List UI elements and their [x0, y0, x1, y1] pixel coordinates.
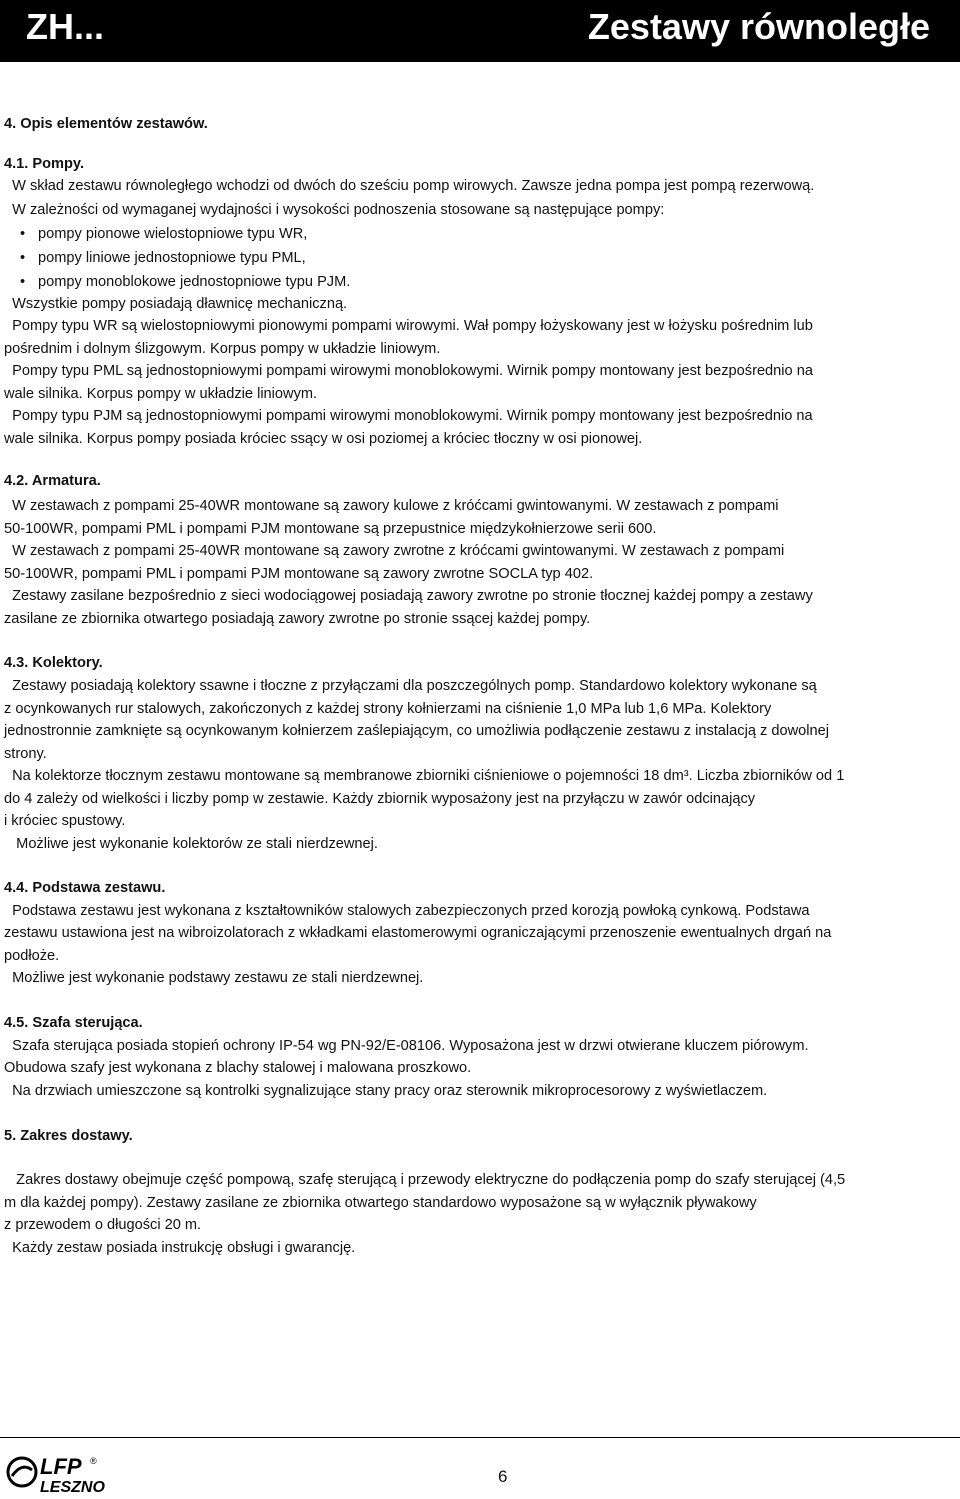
paragraph-line [4, 318, 813, 334]
paragraph-line [4, 408, 813, 424]
line-text: jednostronnie zamknięte są ocynkowanym kołnierzem zaślepiającym, co umożliwia podłączenie zestawu z instalacją z dowolnej [4, 723, 829, 739]
bullet-item [20, 250, 306, 266]
paragraph-line [4, 970, 423, 986]
paragraph-line [4, 1240, 355, 1256]
section-heading [4, 1015, 143, 1031]
line-text: z ocynkowanych rur stalowych, zakończonych z każdej strony kołnierzami na ciśnienie 1,0 MPa lub 1,6 MPa. Kolektory [4, 701, 772, 717]
bullet-item [20, 226, 307, 242]
paragraph-line [4, 903, 810, 919]
lfp-leszno-logo [6, 1452, 136, 1494]
line-text: Szafa sterująca posiada stopień ochrony IP-54 wg PN-92/E-08106. Wyposażona jest w drzwi otwierane kluczem piórowym. [4, 1038, 809, 1054]
bullet-icon: • [20, 250, 26, 266]
paragraph-line [4, 543, 784, 559]
header-code: ZH... [26, 6, 104, 47]
paragraph-line [4, 723, 829, 739]
paragraph-line [4, 566, 593, 582]
line-text: zestawu ustawiona jest na wibroizolatorach z wkładkami elastomerowymi ograniczającymi przenoszenie ewentualnych drgań na [4, 925, 832, 941]
svg-text:®: ® [90, 1456, 97, 1466]
bullet-item [20, 274, 350, 290]
line-text: 4.3. Kolektory. [4, 655, 103, 671]
paragraph-line [4, 836, 378, 852]
paragraph-line [4, 178, 814, 194]
line-text: Pompy typu PML są jednostopniowymi pompami wirowymi monoblokowymi. Wirnik pompy montowany jest bezpośrednio na [4, 363, 813, 379]
line-text: Zakres dostawy obejmuje część pompową, szafę sterującą i przewody elektryczne do podłączenia pomp do szafy sterującej (4,5 [4, 1172, 846, 1188]
line-text: W zależności od wymaganej wydajności i wysokości podnoszenia stosowane są następujące pompy: [4, 202, 665, 218]
paragraph-line [4, 791, 755, 807]
header-title: Zestawy równoległe [587, 6, 930, 47]
line-text: Na drzwiach umieszczone są kontrolki sygnalizujące stany pracy oraz sterownik mikroprocesorowy z wyświetlaczem. [4, 1083, 768, 1099]
bullet-icon: • [20, 274, 26, 290]
line-text: wale silnika. Korpus pompy w układzie liniowym. [4, 386, 318, 402]
bullet-icon: • [20, 226, 26, 242]
line-text: 4.1. Pompy. [4, 156, 85, 172]
line-text: Obudowa szafy jest wykonana z blachy stalowej i malowana proszkowo. [4, 1060, 472, 1076]
line-text: wale silnika. Korpus pompy posiada króciec ssący w osi poziomej a króciec tłoczny w osi pionowej. [4, 431, 643, 447]
line-text: Pompy typu PJM są jednostopniowymi pompami wirowymi monoblokowymi. Wirnik pompy montowany jest bezpośrednio na [4, 408, 813, 424]
line-text: 4. Opis elementów zestawów. [4, 116, 208, 132]
line-text: Zestawy posiadają kolektory ssawne i tłoczne z przyłączami dla poszczególnych pomp. Standardowo kolektory wykonane są [4, 678, 817, 694]
line-text: strony. [4, 746, 47, 762]
line-text: Zestawy zasilane bezpośrednio z sieci wodociągowej posiadają zawory zwrotne po stronie tłocznej każdej pompy a zestawy [4, 588, 813, 604]
paragraph-line [4, 386, 317, 402]
line-text: pośrednim i dolnym ślizgowym. Korpus pompy w układzie liniowym. [4, 341, 441, 357]
paragraph-line [4, 1195, 757, 1211]
paragraph-line [4, 1038, 809, 1054]
line-text: 50-100WR, pompami PML i pompami PJM montowane są przepustnice międzykołnierzowe serii 600. [4, 521, 657, 537]
paragraph-line [4, 363, 813, 379]
page-header [0, 0, 960, 62]
line-text: z przewodem o długości 20 m. [4, 1217, 202, 1233]
line-text: Każdy zestaw posiada instrukcję obsługi i gwarancję. [4, 1240, 356, 1256]
paragraph-line [4, 521, 656, 537]
line-text: 4.5. Szafa sterująca. [4, 1015, 143, 1031]
line-text: 5. Zakres dostawy. [4, 1128, 133, 1144]
line-text: Możliwe jest wykonanie kolektorów ze stali nierdzewnej. [4, 836, 378, 852]
paragraph-line [4, 948, 59, 964]
paragraph-line [4, 701, 771, 717]
line-text: i króciec spustowy. [4, 813, 126, 829]
line-text: W zestawach z pompami 25-40WR montowane są zawory zwrotne z króćcami gwintowanymi. W zestawach z pompami [4, 543, 785, 559]
paragraph-line [4, 746, 47, 762]
section-heading [4, 655, 103, 671]
logo-mark-text: LFP [40, 1454, 82, 1479]
paragraph-line [4, 925, 831, 941]
paragraph-line [4, 431, 642, 447]
line-text: Na kolektorze tłocznym zestawu montowane są membranowe zbiorniki ciśnieniowe o pojemności 18 dm³. Liczba zbiorników od 1 [4, 768, 845, 784]
paragraph-line [4, 588, 813, 604]
footer-divider [0, 1437, 960, 1438]
line-text: do 4 zależy od wielkości i liczby pomp w zestawie. Każdy zbiornik wyposażony jest na przyłączu w zawór odcinający [4, 791, 756, 807]
line-text: Możliwe jest wykonanie podstawy zestawu ze stali nierdzewnej. [4, 970, 424, 986]
svg-text:LESZNO: LESZNO [40, 1479, 105, 1494]
paragraph-line [4, 202, 664, 218]
line-text: m dla każdej pompy). Zestawy zasilane ze zbiornika otwartego standardowo wyposażone są w wyłącznik pływakowy [4, 1195, 757, 1211]
section-heading [4, 116, 208, 132]
paragraph-line [4, 1083, 767, 1099]
section-heading [4, 473, 101, 489]
paragraph-line [4, 296, 347, 312]
line-text: Pompy typu WR są wielostopniowymi pionowymi pompami wirowymi. Wał pompy łożyskowany jest w łożysku pośrednim lub [4, 318, 813, 334]
line-text: pompy pionowe wielostopniowe typu WR, [38, 226, 308, 242]
paragraph-line [4, 1060, 471, 1076]
line-text: zasilane ze zbiornika otwartego posiadają zawory zwrotne po stronie ssącej każdej pompy. [4, 611, 591, 627]
line-text: W skład zestawu równoległego wchodzi od dwóch do sześciu pomp wirowych. Zawsze jedna pompa jest pompą rezerwową. [4, 178, 815, 194]
page-number: 6 [498, 1467, 508, 1486]
line-text: pompy liniowe jednostopniowe typu PML, [38, 250, 306, 266]
line-text: 50-100WR, pompami PML i pompami PJM montowane są zawory zwrotne SOCLA typ 402. [4, 566, 594, 582]
paragraph-line [4, 768, 844, 784]
line-text: podłoże. [4, 948, 60, 964]
line-text: W zestawach z pompami 25-40WR montowane są zawory kulowe z króćcami gwintowanymi. W zestawach z pompami [4, 498, 779, 514]
paragraph-line [4, 1172, 845, 1188]
section-heading [4, 880, 165, 896]
section-heading [4, 156, 84, 172]
paragraph-line [4, 813, 125, 829]
line-text: 4.2. Armatura. [4, 473, 101, 489]
paragraph-line [4, 341, 440, 357]
paragraph-line [4, 678, 817, 694]
paragraph-line [4, 611, 590, 627]
line-text: pompy monoblokowe jednostopniowe typu PJM. [38, 274, 351, 290]
section-heading [4, 1128, 133, 1144]
line-text: Wszystkie pompy posiadają dławnicę mechaniczną. [4, 296, 348, 312]
paragraph-line [4, 498, 779, 514]
paragraph-line [4, 1217, 201, 1233]
line-text: 4.4. Podstawa zestawu. [4, 880, 166, 896]
line-text: Podstawa zestawu jest wykonana z kształtowników stalowych zabezpieczonych przed korozją powłoką cynkową. Podstawa [4, 903, 810, 919]
